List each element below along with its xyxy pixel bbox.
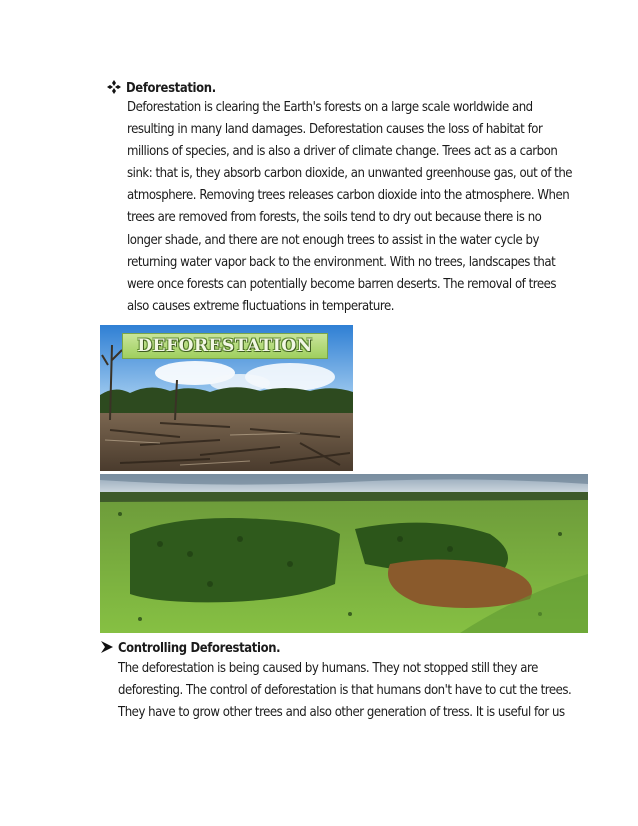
deforestation-paragraph	[127, 96, 573, 317]
paragraph-line: longer shade, and there are not enough trees to assist in the water cycle by	[127, 231, 539, 248]
paragraph-line: resulting in many land damages. Deforestation causes the loss of habitat for	[127, 121, 543, 138]
aerial-forest-clearing-photo	[100, 474, 588, 633]
paragraph-line: The deforestation is being caused by humans. They not stopped still they are	[118, 660, 538, 676]
arrowhead-bullet-icon	[100, 640, 114, 659]
paragraph-line: millions of species, and is also a driver of climate change. Trees act as a carbon	[127, 143, 558, 160]
paragraph-line: Deforestation is clearing the Earth's forests on a large scale worldwide and	[127, 99, 533, 115]
deforestation-photo	[100, 325, 353, 471]
four-diamond-bullet-icon	[107, 80, 121, 99]
paragraph-line: returning water vapor back to the environment. With no trees, landscapes that	[127, 253, 556, 270]
paragraph-line: deforesting. The control of deforestation is that humans don't have to cut the trees.	[118, 682, 572, 699]
paragraph-line: atmosphere. Removing trees releases carbon dioxide into the atmosphere. When	[127, 187, 570, 204]
paragraph-line: also causes extreme fluctuations in temperature.	[127, 297, 394, 314]
section-heading-controlling-deforestation: Controlling Deforestation.	[118, 640, 281, 656]
paragraph-line: were once forests can potentially become barren deserts. The removal of trees	[127, 275, 556, 292]
controlling-deforestation-paragraph	[118, 657, 572, 723]
paragraph-line: sink: that is, they absorb carbon dioxide, an unwanted greenhouse gas, out of the	[127, 165, 573, 182]
deforestation-banner: DEFORESTATION	[122, 333, 328, 359]
section-heading-deforestation: Deforestation.	[126, 80, 216, 96]
paragraph-line: trees are removed from forests, the soils tend to dry out because there is no	[127, 209, 542, 226]
paragraph-line: They have to grow other trees and also other generation of tress. It is useful for us	[118, 704, 565, 721]
